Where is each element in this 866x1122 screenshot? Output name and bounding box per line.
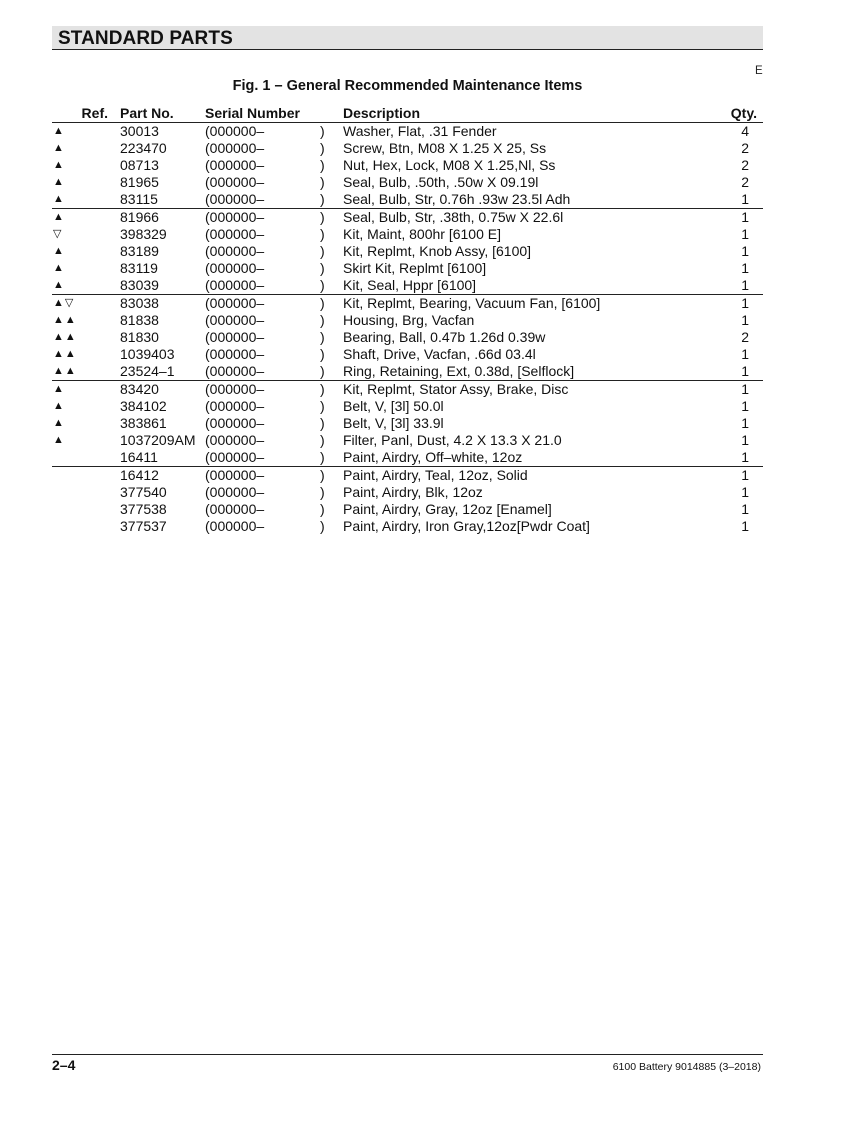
part-number: 23524–1 — [120, 363, 175, 379]
document-reference: 6100 Battery 9014885 (3–2018) — [612, 1061, 761, 1073]
part-number: 08713 — [120, 157, 159, 173]
serial-close-paren: ) — [320, 363, 325, 379]
serial-number: (000000– — [205, 415, 265, 431]
serial-number: (000000– — [205, 157, 265, 173]
serial-number: (000000– — [205, 501, 265, 517]
serial-number: (000000– — [205, 432, 265, 448]
table-row — [52, 140, 763, 157]
serial-close-paren: ) — [320, 432, 325, 448]
description: Nut, Hex, Lock, M08 X 1.25,Nl, Ss — [343, 157, 556, 173]
table-header — [52, 105, 763, 123]
description: Paint, Airdry, Iron Gray,12oz[Pwdr Coat] — [343, 518, 590, 534]
part-number: 83189 — [120, 243, 159, 259]
table-row — [52, 295, 763, 312]
serial-number: (000000– — [205, 363, 265, 379]
quantity: 2 — [741, 140, 749, 156]
ref-marker: ▲ — [53, 159, 65, 171]
serial-close-paren: ) — [320, 346, 325, 362]
part-number: 1037209AM — [120, 432, 196, 448]
quantity: 1 — [741, 518, 749, 534]
quantity: 1 — [741, 295, 749, 311]
table-row — [52, 363, 763, 381]
quantity: 2 — [741, 329, 749, 345]
part-number: 16412 — [120, 467, 159, 483]
ref-marker: ▲ — [53, 417, 65, 429]
description: Seal, Bulb, Str, 0.76h .93w 23.5l Adh — [343, 191, 571, 207]
quantity: 1 — [741, 191, 749, 207]
part-number: 83115 — [120, 191, 158, 207]
parts-table — [52, 105, 763, 535]
ref-marker: ▲▲ — [53, 348, 77, 360]
serial-close-paren: ) — [320, 398, 325, 414]
serial-number: (000000– — [205, 123, 265, 139]
quantity: 1 — [741, 363, 749, 379]
table-row — [52, 415, 763, 432]
serial-number: (000000– — [205, 243, 265, 259]
serial-number: (000000– — [205, 381, 265, 397]
part-number: 223470 — [120, 140, 167, 156]
description: Seal, Bulb, .50th, .50w X 09.19l — [343, 174, 539, 190]
description: Paint, Airdry, Gray, 12oz [Enamel] — [343, 501, 552, 517]
table-row — [52, 501, 763, 518]
description: Kit, Replmt, Bearing, Vacuum Fan, [6100] — [343, 295, 601, 311]
description: Filter, Panl, Dust, 4.2 X 13.3 X 21.0 — [343, 432, 562, 448]
part-number: 81830 — [120, 329, 159, 345]
serial-close-paren: ) — [320, 295, 325, 311]
section-header-bar — [52, 26, 763, 50]
part-number: 81838 — [120, 312, 159, 328]
quantity: 1 — [741, 226, 749, 242]
col-header-serial-number: Serial Number — [205, 105, 300, 121]
table-row — [52, 277, 763, 295]
ref-marker: ▲ — [53, 400, 65, 412]
part-number: 377538 — [120, 501, 167, 517]
part-number: 83039 — [120, 277, 159, 293]
ref-marker: ▲ — [53, 245, 65, 257]
serial-number: (000000– — [205, 484, 265, 500]
description: Skirt Kit, Replmt [6100] — [343, 260, 487, 276]
serial-close-paren: ) — [320, 226, 325, 242]
language-code: E — [755, 65, 763, 77]
col-header-qty: Qty. — [730, 105, 757, 121]
quantity: 1 — [741, 260, 749, 276]
description: Kit, Replmt, Stator Assy, Brake, Disc — [343, 381, 569, 397]
description: Washer, Flat, .31 Fender — [343, 123, 497, 139]
table-row — [52, 209, 763, 226]
quantity: 1 — [741, 312, 749, 328]
quantity: 4 — [741, 123, 749, 139]
part-number: 377537 — [120, 518, 167, 534]
part-number: 377540 — [120, 484, 167, 500]
ref-marker: ▲ — [53, 262, 65, 274]
col-header-ref: Ref. — [81, 105, 108, 121]
part-number: 30013 — [120, 123, 159, 139]
quantity: 1 — [741, 484, 749, 500]
serial-close-paren: ) — [320, 449, 325, 465]
serial-number: (000000– — [205, 346, 265, 362]
serial-number: (000000– — [205, 329, 265, 345]
quantity: 1 — [741, 398, 749, 414]
table-row — [52, 123, 763, 140]
table-row — [52, 312, 763, 329]
serial-close-paren: ) — [320, 467, 325, 483]
serial-close-paren: ) — [320, 277, 325, 293]
description: Belt, V, [3l] 33.9l — [343, 415, 444, 431]
table-row — [52, 467, 763, 484]
quantity: 1 — [741, 415, 749, 431]
description: Screw, Btn, M08 X 1.25 X 25, Ss — [343, 140, 547, 156]
description: Kit, Maint, 800hr [6100 E] — [343, 226, 501, 242]
description: Belt, V, [3l] 50.0l — [343, 398, 444, 414]
serial-close-paren: ) — [320, 260, 325, 276]
serial-close-paren: ) — [320, 174, 325, 190]
quantity: 2 — [741, 174, 749, 190]
serial-close-paren: ) — [320, 484, 325, 500]
table-body — [52, 123, 763, 535]
ref-marker: ▲▲ — [53, 365, 77, 377]
quantity: 1 — [741, 432, 749, 448]
part-number: 1039403 — [120, 346, 175, 362]
quantity: 1 — [741, 501, 749, 517]
description: Shaft, Drive, Vacfan, .66d 03.4l — [343, 346, 536, 362]
ref-marker: ▲ — [53, 193, 65, 205]
ref-marker: ▲ — [53, 125, 65, 137]
description: Ring, Retaining, Ext, 0.38d, [Selflock] — [343, 363, 575, 379]
table-row — [52, 518, 763, 535]
description: Paint, Airdry, Blk, 12oz — [343, 484, 483, 500]
serial-number: (000000– — [205, 191, 265, 207]
description: Paint, Airdry, Off–white, 12oz — [343, 449, 523, 465]
table-row — [52, 449, 763, 467]
serial-number: (000000– — [205, 174, 265, 190]
ref-marker: ▲▽ — [53, 297, 75, 309]
description: Seal, Bulb, Str, .38th, 0.75w X 22.6l — [343, 209, 564, 225]
table-row — [52, 226, 763, 243]
serial-number: (000000– — [205, 260, 265, 276]
figure-title: Fig. 1 – General Recommended Maintenance Items — [232, 78, 583, 94]
ref-marker: ▽ — [53, 228, 63, 240]
table-row — [52, 191, 763, 209]
serial-close-paren: ) — [320, 518, 325, 534]
serial-close-paren: ) — [320, 312, 325, 328]
description: Kit, Seal, Hppr [6100] — [343, 277, 477, 293]
serial-number: (000000– — [205, 398, 265, 414]
page-number: 2–4 — [52, 1057, 76, 1073]
serial-number: (000000– — [205, 295, 265, 311]
description: Housing, Brg, Vacfan — [343, 312, 475, 328]
ref-marker: ▲ — [53, 211, 65, 223]
serial-close-paren: ) — [320, 501, 325, 517]
description: Bearing, Ball, 0.47b 1.26d 0.39w — [343, 329, 546, 345]
col-header-description: Description — [343, 105, 421, 121]
serial-close-paren: ) — [320, 243, 325, 259]
part-number: 83420 — [120, 381, 159, 397]
serial-number: (000000– — [205, 312, 265, 328]
serial-number: (000000– — [205, 467, 265, 483]
ref-marker: ▲ — [53, 434, 65, 446]
col-header-part-no: Part No. — [120, 105, 174, 121]
serial-close-paren: ) — [320, 123, 325, 139]
part-number: 383861 — [120, 415, 167, 431]
quantity: 1 — [741, 449, 749, 465]
serial-number: (000000– — [205, 226, 265, 242]
part-number: 384102 — [120, 398, 167, 414]
serial-number: (000000– — [205, 209, 265, 225]
description: Paint, Airdry, Teal, 12oz, Solid — [343, 467, 528, 483]
serial-close-paren: ) — [320, 157, 325, 173]
quantity: 1 — [741, 381, 749, 397]
table-row — [52, 243, 763, 260]
serial-number: (000000– — [205, 277, 265, 293]
table-row — [52, 346, 763, 363]
table-row — [52, 432, 763, 449]
serial-number: (000000– — [205, 449, 265, 465]
serial-number: (000000– — [205, 140, 265, 156]
part-number: 83119 — [120, 260, 158, 276]
part-number: 81965 — [120, 174, 159, 190]
serial-close-paren: ) — [320, 209, 325, 225]
table-row — [52, 329, 763, 346]
serial-close-paren: ) — [320, 381, 325, 397]
table-row — [52, 484, 763, 501]
ref-marker: ▲ — [53, 142, 65, 154]
ref-marker: ▲ — [53, 176, 65, 188]
quantity: 1 — [741, 467, 749, 483]
serial-close-paren: ) — [320, 191, 325, 207]
serial-close-paren: ) — [320, 329, 325, 345]
quantity: 1 — [741, 277, 749, 293]
table-row — [52, 381, 763, 398]
ref-marker: ▲ — [53, 279, 65, 291]
serial-close-paren: ) — [320, 415, 325, 431]
ref-marker: ▲ — [53, 383, 65, 395]
quantity: 1 — [741, 243, 749, 259]
quantity: 1 — [741, 209, 749, 225]
quantity: 1 — [741, 346, 749, 362]
part-number: 83038 — [120, 295, 159, 311]
table-row — [52, 174, 763, 191]
part-number: 16411 — [120, 449, 158, 465]
ref-marker: ▲▲ — [53, 331, 77, 343]
part-number: 81966 — [120, 209, 159, 225]
table-row — [52, 157, 763, 174]
ref-marker: ▲▲ — [53, 314, 77, 326]
table-row — [52, 398, 763, 415]
footer-divider — [52, 1054, 763, 1055]
table-row — [52, 260, 763, 277]
serial-number: (000000– — [205, 518, 265, 534]
quantity: 2 — [741, 157, 749, 173]
part-number: 398329 — [120, 226, 167, 242]
description: Kit, Replmt, Knob Assy, [6100] — [343, 243, 532, 259]
serial-close-paren: ) — [320, 140, 325, 156]
section-title: STANDARD PARTS — [58, 28, 233, 49]
